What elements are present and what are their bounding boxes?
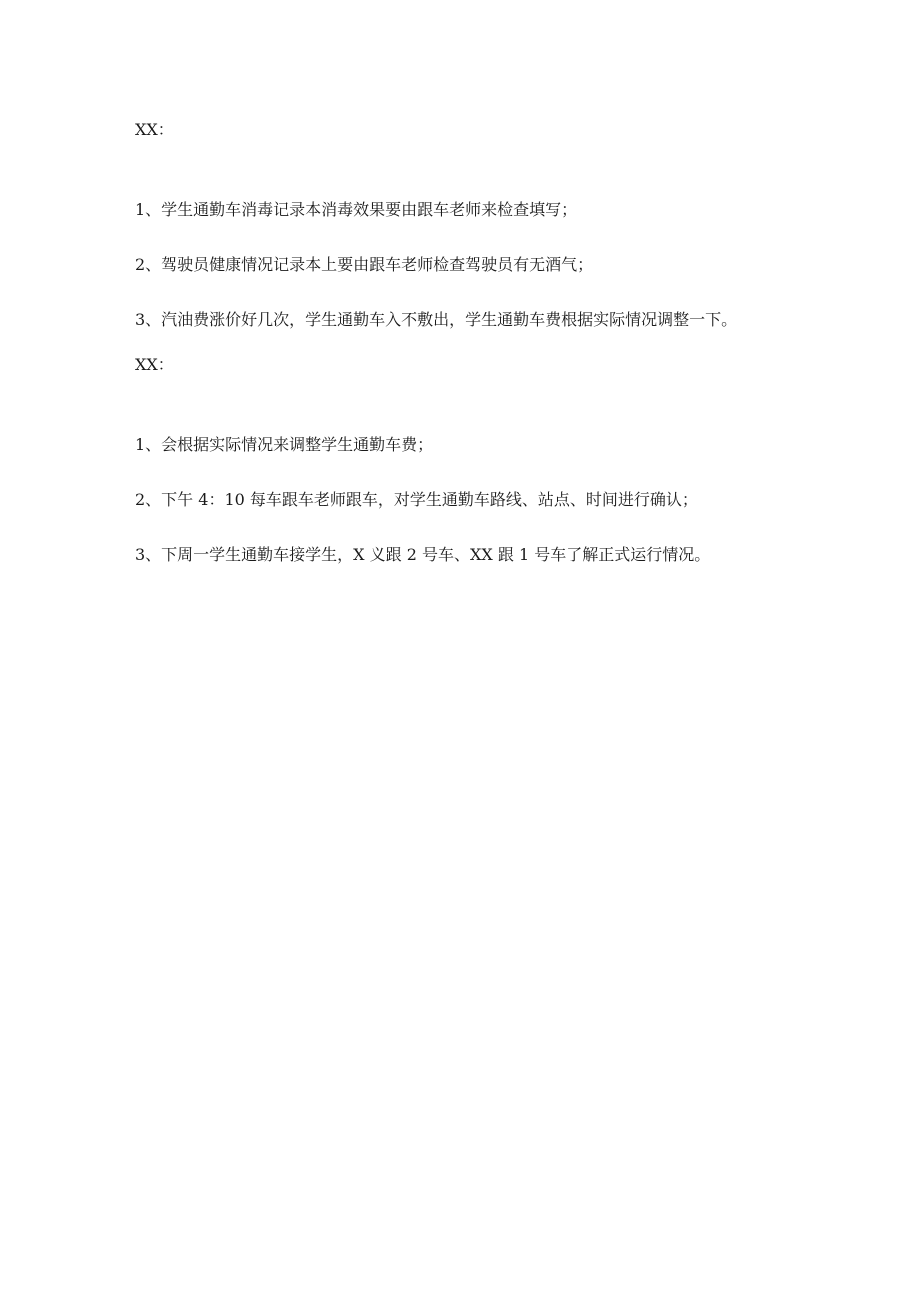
document-body (135, 112, 783, 582)
spacer (135, 147, 783, 182)
section-2-item-2: 2、下午 4：10 每车跟车老师跟车，对学生通勤车路线、站点、时间进行确认； (135, 490, 698, 509)
section-1-item-3: 3、汽油费涨价好几次，学生通勤车入不敷出，学生通勤车费根据实际情况调整一下。 (135, 310, 738, 329)
section-1-item-2: 2、驾驶员健康情况记录本上要由跟车老师检查驾驶员有无酒气； (135, 255, 594, 274)
section-2-speaker: XX： (135, 355, 174, 374)
section-1 (135, 112, 783, 347)
section-1-speaker: XX： (135, 120, 174, 139)
section-2-item-1: 1、会根据实际情况来调整学生通勤车费； (135, 435, 434, 454)
section-2 (135, 347, 783, 582)
section-1-item-1: 1、学生通勤车消毒记录本消毒效果要由跟车老师来检查填写； (135, 200, 578, 219)
section-2-item-3: 3、下周一学生通勤车接学生，X 义跟 2 号车、XX 跟 1 号车了解正式运行情况。 (135, 545, 711, 564)
spacer (135, 382, 783, 417)
